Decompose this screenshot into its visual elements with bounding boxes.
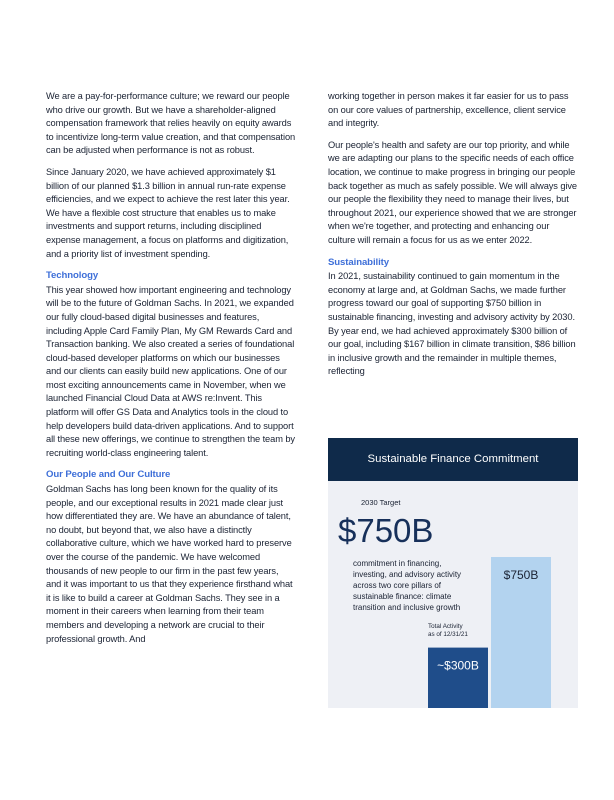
paragraph-core-values: working together in person makes it far easier for us to pass on our core values of partnership, excellence, client service and integrity.	[328, 91, 569, 129]
description-line: transition and inclusive growth	[353, 603, 461, 612]
chart-title: Sustainable Finance Commitment	[328, 438, 578, 481]
target-label: 2030 Target	[361, 498, 401, 507]
bar-label-2030-target: $750B	[503, 568, 539, 582]
description-line: across two core pillars of	[353, 581, 442, 590]
heading-sustainability: Sustainability	[328, 256, 389, 268]
description-line: investing, and advisory activity	[353, 570, 462, 579]
left-column	[46, 90, 296, 654]
paragraph-sustainability: In 2021, sustainability continued to gain momentum in the economy at large and, at Goldman Sachs, we made further progress toward our goal of supporting $750 billion in sustainable financing, investing and advisory activity by 2030. By year end, we had achieved approximately $300 billion of our goal, including $167 billion in climate transition, $86 billion in inclusive growth and the remainder in multiple themes, reflecting	[328, 271, 576, 377]
heading-technology: Technology	[46, 270, 99, 282]
bar-total-activity	[428, 648, 488, 708]
paragraph-health-safety: Our people's health and safety are our top priority, and while we are adapting our plans to the specific needs of each office location, we continue to make progress in bringing our people back together as much as safely possible. We will always give our people the flexibility they need to manage their lives, but throughout 2021, our experience showed that we are stronger when we're together, and protecting and enhancing our culture will remain a focus for us as we enter 2022.	[328, 139, 577, 245]
activity-label	[428, 623, 468, 638]
heading-people-culture: Our People and Our Culture	[46, 469, 171, 481]
activity-label-line: as of 12/31/21	[428, 631, 468, 638]
right-column	[328, 90, 578, 387]
paragraph-expense-efficiencies: Since January 2020, we have achieved approximately $1 billion of our planned $1.3 billion in annual run-rate expense efficiencies, and we expect to achieve the rest later this year. We have a flexible cost structure that enables us to make investments and support returns, including disciplined expense management, a focus on platforms and digitization, and a priority list of investment spending.	[46, 166, 290, 259]
chart-canvas	[328, 481, 578, 708]
paragraph-compensation: We are a pay-for-performance culture; we reward our people who drive our growth. But we have a shareholder-aligned compensation framework that relies heavily on equity awards to incentivize long-term value creation, and that compensation can be adjusted when performance is not as robust.	[46, 91, 296, 156]
sustainable-finance-chart	[328, 438, 578, 708]
bar-label-total-activity: ~$300B	[437, 658, 479, 673]
description-line: commitment in financing,	[353, 559, 442, 568]
description-line: sustainable finance: climate	[353, 592, 452, 601]
paragraph-people-culture: Goldman Sachs has long been known for the quality of its people, and our exceptional results in 2021 made clear just how differentiated they are. We have an abundance of talent, no doubt, but beyond that, we also have a distinctly collaborative culture, which we have worked hard to preserve over the course of the pandemic. We have welcomed thousands of new people to our firm in the past few years, and it was important to us that they experience firsthand what it is like to build a career at Goldman Sachs. They see in a moment in their careers when learning from their team members and developing a network are crucial to their professional growth. And	[46, 484, 293, 644]
paragraph-technology: This year showed how important engineering and technology will be to the future of Goldman Sachs. In 2021, we expanded our fully cloud-based digital businesses and features, including Apple Card Family Plan, My GM Rewards Card and Transaction banking. We also created a series of foundational cloud-based developer platforms on which our businesses and our clients can easily build new applications. One of our most exciting announcements came in November, when we launched Financial Cloud Data at AWS re:Invent. This platform will offer GS Data and Analytics tools in the cloud to help developers build data-driven applications. And to support all these new offerings, we continue to strengthen the team by recruiting world-class engineering talent.	[46, 284, 295, 458]
activity-label-line: Total Activity	[428, 623, 463, 630]
big-number-value: $750B	[338, 512, 434, 549]
